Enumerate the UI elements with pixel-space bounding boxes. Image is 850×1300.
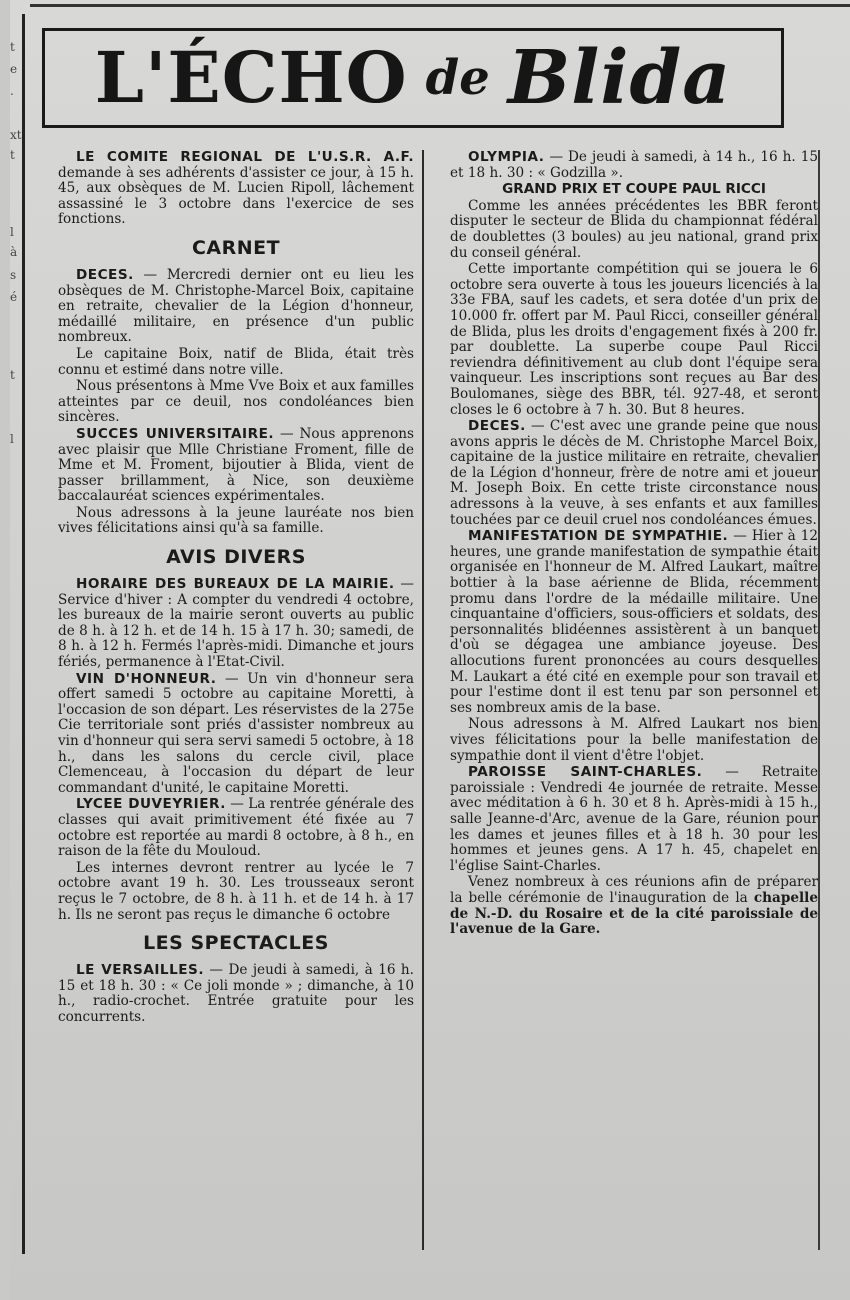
margin-char: t xyxy=(10,368,15,382)
article-heading: DECES. xyxy=(76,266,134,283)
article-heading: LE VERSAILLES. xyxy=(76,962,204,979)
column-divider xyxy=(422,150,424,1250)
article-text: — Service d'hiver : A compter du vendredi 4 octobre, les bureaux de la mairie seront ouverts au public de 8 h. à 12 h. et de 14 h. 15 à 17 h. 30; samedi, de 8 h. à 12 h. Fermés l'après-midi. Dimanche et jours fériés, permanence à l'Etat-Civil. xyxy=(58,576,414,671)
margin-char: é xyxy=(10,290,18,304)
section-title-avis: AVIS DIVERS xyxy=(166,546,306,569)
article-heading: DECES. xyxy=(468,418,526,435)
article-heading: LE COMITE REGIONAL DE L'U.S.R. A.F. xyxy=(76,150,414,165)
masthead-de: de xyxy=(425,50,490,106)
left-column xyxy=(58,150,414,1260)
article-paragraph xyxy=(450,875,818,937)
margin-char: e xyxy=(10,62,18,76)
section-title-spectacles: LES SPECTACLES xyxy=(143,932,329,955)
article-text-bold: chapelle de N.-D. du Rosaire et de la cité paroissiale de l'avenue de la Gare. xyxy=(450,889,818,938)
article-paragraph: Comme les années précédentes les BBR feront disputer le secteur de Blida du championnat fédéral de doublettes (3 boules) au jeu national, grand prix du conseil général. xyxy=(450,197,818,261)
margin-char: t xyxy=(10,148,15,162)
article-paragraph: Le capitaine Boix, natif de Blida, était très connu et estimé dans notre ville. xyxy=(58,345,414,378)
section-title-carnet: CARNET xyxy=(191,236,281,259)
article-succes xyxy=(58,427,414,505)
article-heading: PAROISSE SAINT-CHARLES. xyxy=(468,764,703,781)
article-paragraph: Nous présentons à Mme Vve Boix et aux familles atteintes par ce deuil, nos condoléances bien sincères. xyxy=(58,378,414,426)
article-text: — Nous apprenons avec plaisir que Mlle Christiane Froment, fille de Mme et M. Froment, bijoutier à Blida, vient de passer brillamment, à Nice, son deuxième baccalauréat sciences expérimentales. xyxy=(58,425,414,505)
margin-char: xt xyxy=(10,128,22,142)
article-olympia xyxy=(450,150,818,181)
margin-char: à xyxy=(10,245,18,259)
top-rule xyxy=(30,4,850,7)
article-text: — Retraite paroissiale : Vendredi 4e journée de retraite. Messe avec méditation à 6 h. 30 et 8 h. Après-midi à 15 h., salle Jeanne-d'Arc, avenue de la Gare, réunion pour les dames et jeunes filles et à 18 h. 30 pour les hommes et jeunes gens. A 17 h. 45, chapelet en l'église Saint-Charles. xyxy=(450,764,818,874)
article-paragraph: Nous adressons à la jeune lauréate nos bien vives félicitations ainsi qu'à sa famille. xyxy=(58,504,414,537)
article-text: — Un vin d'honneur sera offert samedi 5 octobre au capitaine Moretti, à l'occasion de son départ. Les réservistes de la 275e Cie territoriale sont priés d'assister nombreux au vin d'honneur qui sera servi samedi 5 octobre, à 18 h., dans les salons du cercle civil, place Clemenceau, à l'occasion du départ de leur commandant d'unité, le capitaine Moretti. xyxy=(58,670,414,796)
article-paragraph: Nous adressons à M. Alfred Laukart nos bien vives félicitations pour la belle manifestation de sympathie dont il vient d'être l'objet. xyxy=(450,716,818,764)
article-text: — Hier à 12 heures, une grande manifestation de sympathie était organisée en l'honneur de M. Alfred Laukart, maître bottier à la base aérienne de Blida, récemment promu dans l'ordre de la médaille militaire. Une cinquantaine d'officiers, sous-officiers et soldats, des personnalités blidéennes assistèrent à un banquet d'où se dégagea une ambiance joyeuse. Des allocutions furent prononcées au cours desquelles M. Laukart a été cité en exemple pour son travail et pour l'estime dont il est tenu par son personnel et ses nombreux amis de la base. xyxy=(450,528,818,716)
margin-char: l xyxy=(10,432,14,446)
article-text: demande à ses adhérents d'assister ce jour, à 15 h. 45, aux obsèques de M. Lucien Ripoll, lâchement assassiné le 3 octobre dans l'exercice de ses fonctions. xyxy=(58,164,414,228)
article-text: — De jeudi à samedi, à 16 h. 15 et 18 h. 30 : « Ce joli monde » ; dimanche, à 10 h., radio-crochet. Entrée gratuite pour les concurrents. xyxy=(58,962,414,1025)
article-paragraph: Cette importante compétition qui se jouera le 6 octobre sera ouverte à tous les joueurs licenciés à la 33e FBA, sauf les cadets, et sera dotée d'un prix de 10.000 fr. offert par M. Paul Ricci, conseiller général de Blida, plus les droits d'engagement fixés à 200 fr. par doublette. La superbe coupe Paul Ricci reviendra définitivement au club dont l'équipe sera vainqueur. Les inscriptions sont reçues au Bar des Boulomanes, siège des BBR, tél. 927-48, et seront closes le 6 octobre à 7 h. 30. But 8 heures. xyxy=(450,261,818,418)
margin-char: l xyxy=(10,225,14,239)
article-deces-right xyxy=(450,419,818,528)
right-column xyxy=(450,150,818,1260)
newspaper-page xyxy=(10,0,850,1300)
article-lycee xyxy=(58,797,414,859)
article-deces xyxy=(58,268,414,346)
article-heading: SUCCES UNIVERSITAIRE. xyxy=(76,425,275,442)
article-paragraph: Les internes devront rentrer au lycée le 7 octobre avant 19 h. 30. Les trousseaux seront reçus le 7 octobre, de 8 h. à 11 h. et de 14 h. à 17 h. Ils ne seront pas reçus le dimanche 6 octobre xyxy=(58,859,414,923)
left-edge-rule xyxy=(22,14,25,1254)
article-usraf xyxy=(58,150,414,228)
margin-char: . xyxy=(10,84,14,98)
masthead xyxy=(42,28,784,128)
margin-char: s xyxy=(10,268,17,282)
margin-char: t xyxy=(10,40,15,54)
article-versailles xyxy=(58,963,414,1025)
article-text: — Mercredi dernier ont eu lieu les obsèques de M. Christophe-Marcel Boix, capitaine en retraite, chevalier de la Légion d'honneur, médaillé militaire, en présence d'un public nombreux. xyxy=(58,266,414,346)
article-heading: VIN D'HONNEUR. xyxy=(76,670,217,687)
right-column-rule xyxy=(818,150,820,1250)
article-text: — La rentrée générale des classes qui avait primitivement été fixée au 7 octobre est reportée au mardi 8 octobre, à 8 h., en raison de la fête du Mouloud. xyxy=(58,796,414,860)
article-paroisse xyxy=(450,765,818,874)
article-text: — C'est avec une grande peine que nous avons appris le décès de M. Christophe Marcel Boix, capitaine de la justice militaire en retraite, chevalier de la Légion d'honneur, frère de notre ami et joueur M. Joseph Boix. En cette triste circonstance nous adressons à la veuve, à ses enfants et aux familles touchées par ce deuil cruel nos condoléances émues. xyxy=(450,418,818,528)
masthead-title: L'ÉCHO xyxy=(94,36,408,119)
article-text: — De jeudi à samedi, à 14 h., 16 h. 15 et 18 h. 30 : « Godzilla ». xyxy=(450,150,818,181)
article-heading: MANIFESTATION DE SYMPATHIE. xyxy=(468,528,729,545)
article-heading: HORAIRE DES BUREAUX DE LA MAIRIE. xyxy=(76,576,395,593)
article-heading: OLYMPIA. xyxy=(468,150,545,165)
article-heading: LYCEE DUVEYRIER. xyxy=(76,796,226,813)
article-title-grand-prix: GRAND PRIX ET COUPE PAUL RICCI xyxy=(502,181,766,198)
article-manifestation xyxy=(450,529,818,716)
article-vin xyxy=(58,672,414,797)
article-horaire xyxy=(58,577,414,671)
article-text: Venez nombreux à ces réunions afin de préparer la belle cérémonie de l'inauguration de la xyxy=(450,874,818,906)
masthead-city: Blida xyxy=(507,35,732,121)
